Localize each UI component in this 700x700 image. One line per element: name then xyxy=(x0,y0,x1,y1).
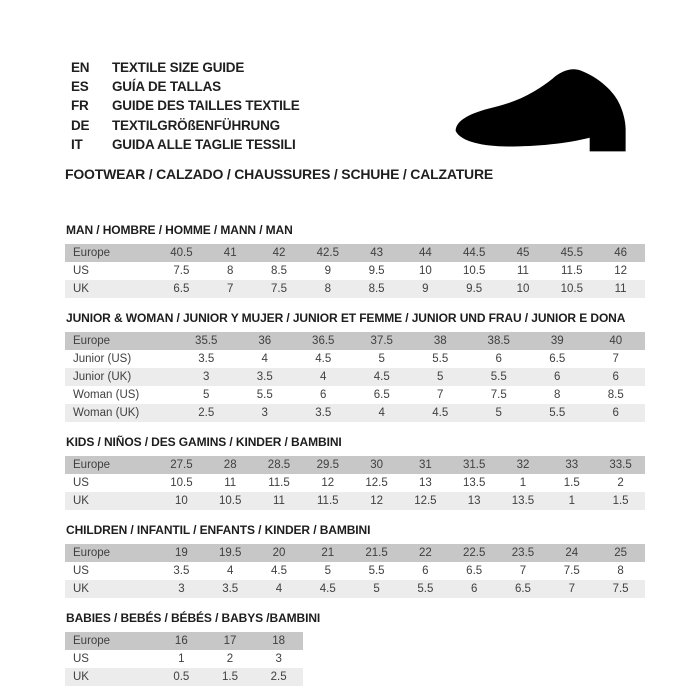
size-cell: 42.5 xyxy=(303,244,352,262)
size-cell: 32 xyxy=(499,456,548,474)
size-cell: 5.5 xyxy=(470,368,529,386)
size-cell: 31 xyxy=(401,456,450,474)
size-cell: 12.5 xyxy=(401,492,450,510)
size-cell: 4 xyxy=(255,580,304,598)
size-table-title: MAN / HOMBRE / HOMME / MANN / MAN xyxy=(66,223,293,238)
size-cell: 23.5 xyxy=(499,544,548,562)
table-row xyxy=(65,368,645,386)
size-cell: 5 xyxy=(177,386,236,404)
table-row xyxy=(65,632,303,650)
size-cell: 4.5 xyxy=(353,368,412,386)
size-cell: 11 xyxy=(499,262,548,280)
size-cell: 4 xyxy=(294,368,353,386)
size-cell: 4.5 xyxy=(411,404,470,422)
size-cell: 19.5 xyxy=(206,544,255,562)
size-cell: 46 xyxy=(596,244,645,262)
table-row xyxy=(65,650,303,668)
size-cell: 7.5 xyxy=(255,280,304,298)
size-cell: 2.5 xyxy=(254,668,303,686)
row-label: Woman (UK) xyxy=(65,404,177,422)
size-cell: 11.5 xyxy=(303,492,352,510)
size-cell: 3 xyxy=(236,404,295,422)
size-cell: 8 xyxy=(206,262,255,280)
table-row xyxy=(65,332,645,350)
size-cell: 20 xyxy=(255,544,304,562)
size-cell: 5.5 xyxy=(411,350,470,368)
row-label: US xyxy=(65,562,157,580)
size-cell: 45.5 xyxy=(547,244,596,262)
size-cell: 1.5 xyxy=(596,492,645,510)
size-cell: 44 xyxy=(401,244,450,262)
language-code: DE xyxy=(71,117,90,133)
size-cell: 9.5 xyxy=(450,280,499,298)
language-label: GUIDA ALLE TAGLIE TESSILI xyxy=(112,136,296,152)
row-label: UK xyxy=(65,580,157,598)
size-cell: 1 xyxy=(499,474,548,492)
size-cell: 6.5 xyxy=(450,562,499,580)
size-cell: 5 xyxy=(470,404,529,422)
size-table xyxy=(65,544,645,598)
size-cell: 24 xyxy=(547,544,596,562)
size-cell: 7 xyxy=(547,580,596,598)
row-label: US xyxy=(65,474,157,492)
size-table-section xyxy=(65,523,645,598)
language-label: GUÍA DE TALLAS xyxy=(112,79,221,95)
size-cell: 3.5 xyxy=(206,580,255,598)
size-cell: 22.5 xyxy=(450,544,499,562)
size-cell: 2 xyxy=(206,650,255,668)
row-label: Junior (US) xyxy=(65,350,177,368)
row-label: US xyxy=(65,262,157,280)
size-cell: 12.5 xyxy=(352,474,401,492)
row-label: Europe xyxy=(65,544,157,562)
size-cell: 27.5 xyxy=(157,456,206,474)
size-cell: 10.5 xyxy=(206,492,255,510)
size-cell: 39 xyxy=(528,332,587,350)
size-cell: 7 xyxy=(411,386,470,404)
size-cell: 9.5 xyxy=(352,262,401,280)
row-label: Europe xyxy=(65,332,177,350)
size-cell: 9 xyxy=(303,262,352,280)
table-row xyxy=(65,280,645,298)
size-table-title: BABIES / BEBÉS / BÉBÉS / BABYS /BAMBINI xyxy=(66,611,321,626)
table-row xyxy=(65,544,645,562)
size-cell: 19 xyxy=(157,544,206,562)
size-cell: 8.5 xyxy=(587,386,646,404)
size-cell: 3.5 xyxy=(177,350,236,368)
size-cell: 33 xyxy=(547,456,596,474)
size-cell: 6 xyxy=(528,368,587,386)
size-cell: 10 xyxy=(401,262,450,280)
size-cell: 10.5 xyxy=(547,280,596,298)
table-row xyxy=(65,386,645,404)
size-table-title: JUNIOR & WOMAN / JUNIOR Y MUJER / JUNIOR ET FEMME / JUNIOR UND FRAU / JUNIOR E DONA xyxy=(66,311,626,326)
size-cell: 5.5 xyxy=(528,404,587,422)
size-cell: 4.5 xyxy=(303,580,352,598)
size-cell: 8 xyxy=(303,280,352,298)
size-cell: 4 xyxy=(353,404,412,422)
size-cell: 5 xyxy=(353,350,412,368)
size-cell: 1 xyxy=(157,650,206,668)
size-cell: 10 xyxy=(499,280,548,298)
size-table xyxy=(65,456,645,510)
size-cell: 3.5 xyxy=(236,368,295,386)
table-row xyxy=(65,492,645,510)
size-cell: 11 xyxy=(255,492,304,510)
size-cell: 1.5 xyxy=(547,474,596,492)
size-cell: 1.5 xyxy=(206,668,255,686)
size-cell: 11 xyxy=(596,280,645,298)
size-cell: 2 xyxy=(596,474,645,492)
size-cell: 21.5 xyxy=(352,544,401,562)
size-table-section xyxy=(65,435,645,510)
size-cell: 38 xyxy=(411,332,470,350)
size-cell: 16 xyxy=(157,632,206,650)
row-label: Junior (UK) xyxy=(65,368,177,386)
row-label: Europe xyxy=(65,456,157,474)
size-cell: 4 xyxy=(206,562,255,580)
language-code: ES xyxy=(71,79,89,95)
size-cell: 8.5 xyxy=(255,262,304,280)
size-tables xyxy=(65,223,645,686)
size-cell: 28.5 xyxy=(255,456,304,474)
size-cell: 4.5 xyxy=(294,350,353,368)
size-cell: 40.5 xyxy=(157,244,206,262)
size-cell: 18 xyxy=(254,632,303,650)
size-cell: 9 xyxy=(401,280,450,298)
size-cell: 6 xyxy=(587,368,646,386)
size-cell: 7 xyxy=(499,562,548,580)
row-label: UK xyxy=(65,668,157,686)
size-cell: 6.5 xyxy=(353,386,412,404)
size-cell: 41 xyxy=(206,244,255,262)
size-cell: 3 xyxy=(177,368,236,386)
size-cell: 35.5 xyxy=(177,332,236,350)
size-cell: 10.5 xyxy=(450,262,499,280)
size-cell: 3 xyxy=(157,580,206,598)
size-cell: 28 xyxy=(206,456,255,474)
size-cell: 5.5 xyxy=(401,580,450,598)
size-cell: 5 xyxy=(411,368,470,386)
size-cell: 12 xyxy=(352,492,401,510)
size-cell: 13 xyxy=(401,474,450,492)
size-cell: 8 xyxy=(596,562,645,580)
size-cell: 4.5 xyxy=(255,562,304,580)
size-cell: 33.5 xyxy=(596,456,645,474)
size-cell: 6.5 xyxy=(157,280,206,298)
language-label: TEXTILGRÖßENFÜHRUNG xyxy=(112,117,280,133)
size-cell: 4 xyxy=(236,350,295,368)
row-label: Woman (US) xyxy=(65,386,177,404)
table-row xyxy=(65,404,645,422)
size-cell: 22 xyxy=(401,544,450,562)
table-row xyxy=(65,350,645,368)
table-row xyxy=(65,668,303,686)
size-cell: 29.5 xyxy=(303,456,352,474)
size-cell: 45 xyxy=(499,244,548,262)
size-cell: 40 xyxy=(587,332,646,350)
size-cell: 42 xyxy=(255,244,304,262)
size-table xyxy=(65,244,645,298)
size-cell: 8 xyxy=(528,386,587,404)
size-table-title: KIDS / NIÑOS / DES GAMINS / KINDER / BAMBINI xyxy=(66,435,342,450)
size-cell: 7 xyxy=(587,350,646,368)
size-cell: 37.5 xyxy=(353,332,412,350)
size-cell: 44.5 xyxy=(450,244,499,262)
language-code: FR xyxy=(71,98,89,114)
language-label: TEXTILE SIZE GUIDE xyxy=(112,60,245,75)
size-cell: 5.5 xyxy=(236,386,295,404)
size-cell: 6.5 xyxy=(528,350,587,368)
size-cell: 25 xyxy=(596,544,645,562)
category-heading: FOOTWEAR / CALZADO / CHAUSSURES / SCHUHE / CALZATURE xyxy=(65,166,494,183)
language-label: GUIDE DES TAILLES TEXTILE xyxy=(112,98,300,114)
size-cell: 43 xyxy=(352,244,401,262)
size-cell: 21 xyxy=(303,544,352,562)
size-cell: 36 xyxy=(236,332,295,350)
size-cell: 6 xyxy=(587,404,646,422)
size-cell: 13 xyxy=(450,492,499,510)
size-cell: 12 xyxy=(303,474,352,492)
size-cell: 6 xyxy=(401,562,450,580)
size-cell: 3.5 xyxy=(294,404,353,422)
table-row xyxy=(65,580,645,598)
header xyxy=(65,58,645,154)
size-table-section xyxy=(65,223,645,298)
table-row xyxy=(65,456,645,474)
size-table-section xyxy=(65,311,645,422)
language-code: IT xyxy=(71,136,83,152)
row-label: Europe xyxy=(65,632,157,650)
size-cell: 7.5 xyxy=(547,562,596,580)
size-cell: 7.5 xyxy=(596,580,645,598)
size-cell: 7.5 xyxy=(157,262,206,280)
size-cell: 8.5 xyxy=(352,280,401,298)
size-cell: 38.5 xyxy=(470,332,529,350)
size-cell: 31.5 xyxy=(450,456,499,474)
size-cell: 3 xyxy=(254,650,303,668)
size-cell: 10 xyxy=(157,492,206,510)
size-cell: 2.5 xyxy=(177,404,236,422)
size-cell: 5 xyxy=(352,580,401,598)
size-cell: 17 xyxy=(206,632,255,650)
size-cell: 6.5 xyxy=(499,580,548,598)
size-cell: 0.5 xyxy=(157,668,206,686)
size-cell: 6 xyxy=(294,386,353,404)
size-cell: 10.5 xyxy=(157,474,206,492)
size-cell: 1 xyxy=(547,492,596,510)
row-label: US xyxy=(65,650,157,668)
table-row xyxy=(65,244,645,262)
size-cell: 30 xyxy=(352,456,401,474)
size-cell: 36.5 xyxy=(294,332,353,350)
size-cell: 11 xyxy=(206,474,255,492)
size-cell: 11.5 xyxy=(547,262,596,280)
row-label: UK xyxy=(65,492,157,510)
shoe-icon xyxy=(445,60,645,162)
size-cell: 12 xyxy=(596,262,645,280)
size-cell: 5.5 xyxy=(352,562,401,580)
size-cell: 13.5 xyxy=(499,492,548,510)
size-cell: 5 xyxy=(303,562,352,580)
size-cell: 6 xyxy=(450,580,499,598)
size-cell: 7 xyxy=(206,280,255,298)
size-cell: 7.5 xyxy=(470,386,529,404)
size-table xyxy=(65,332,645,422)
size-table xyxy=(65,632,303,686)
size-cell: 3.5 xyxy=(157,562,206,580)
table-row xyxy=(65,562,645,580)
size-cell: 11.5 xyxy=(255,474,304,492)
size-cell: 13.5 xyxy=(450,474,499,492)
size-table-section xyxy=(65,611,645,686)
table-row xyxy=(65,474,645,492)
row-label: Europe xyxy=(65,244,157,262)
size-cell: 6 xyxy=(470,350,529,368)
size-table-title: CHILDREN / INFANTIL / ENFANTS / KINDER / BAMBINI xyxy=(66,523,371,538)
row-label: UK xyxy=(65,280,157,298)
language-code: EN xyxy=(71,60,90,75)
table-row xyxy=(65,262,645,280)
